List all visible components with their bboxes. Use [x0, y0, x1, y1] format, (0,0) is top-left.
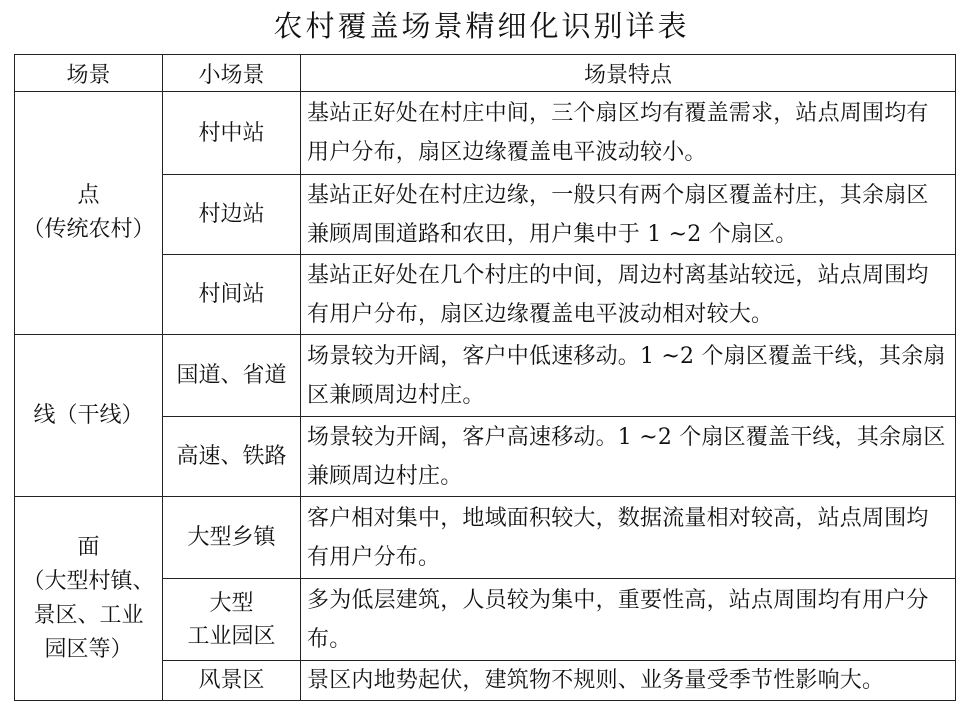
features-cell: 基站正好处在村庄中间，三个扇区均有覆盖需求，站点周围均有用户分布，扇区边缘覆盖电平波动较小。 [301, 92, 956, 175]
scene-cell-area [15, 497, 163, 701]
scene-note: （传统农村） [22, 217, 155, 242]
features-cell: 基站正好处在几个村庄的中间，周边村离基站较远，站点周围均有用户分布，扇区边缘覆盖电平波动相对较大。 [301, 255, 956, 335]
scene-table [14, 54, 956, 701]
features-cell: 客户相对集中，地域面积较大，数据流量相对较高，站点周围均有用户分布。 [301, 497, 956, 579]
features-cell: 景区内地势起伏，建筑物不规则、业务量受季节性影响大。 [301, 661, 956, 701]
sub-scene-cell: 村边站 [163, 175, 301, 255]
sub-scene-cell: 风景区 [163, 661, 301, 701]
sub-scene-cell: 村间站 [163, 255, 301, 335]
table-row [15, 335, 956, 417]
header-sub-scene: 小场景 [163, 55, 301, 92]
header-scene: 场景 [15, 55, 163, 92]
scene-note-line: 景区、工业 [33, 602, 144, 628]
page-title: 农村覆盖场景精细化识别详表 [273, 9, 690, 43]
scene-note-line: 园区等） [44, 636, 133, 662]
scene-note-line: （大型村镇、 [22, 568, 155, 594]
scene-label: 点 [77, 183, 100, 208]
sub-scene-line: 工业园区 [187, 623, 276, 649]
table-row [15, 92, 956, 175]
sub-scene-cell: 大型乡镇 [163, 497, 301, 579]
sub-scene-cell: 村中站 [163, 92, 301, 175]
header-features: 场景特点 [301, 55, 956, 92]
scene-cell-line: 线（干线） [15, 335, 163, 497]
features-cell: 基站正好处在村庄边缘，一般只有两个扇区覆盖村庄，其余扇区兼顾周围道路和农田，用户集中于 1 ~2 个扇区。 [301, 175, 956, 255]
table-row [15, 497, 956, 579]
features-cell: 多为低层建筑，人员较为集中，重要性高，站点周围均有用户分布。 [301, 579, 956, 661]
sub-scene-cell: 高速、铁路 [163, 417, 301, 497]
header-row [15, 55, 956, 92]
sub-scene-cell [163, 579, 301, 661]
scene-label: 面 [77, 534, 100, 560]
scene-cell-point [15, 92, 163, 335]
sub-scene-line: 大型 [209, 590, 254, 616]
sub-scene-cell: 国道、省道 [163, 335, 301, 417]
features-cell: 场景较为开阔，客户中低速移动。1 ~2 个扇区覆盖干线，其余扇区兼顾周边村庄。 [301, 335, 956, 417]
features-cell: 场景较为开阔，客户高速移动。1 ~2 个扇区覆盖干线，其余扇区兼顾周边村庄。 [301, 417, 956, 497]
